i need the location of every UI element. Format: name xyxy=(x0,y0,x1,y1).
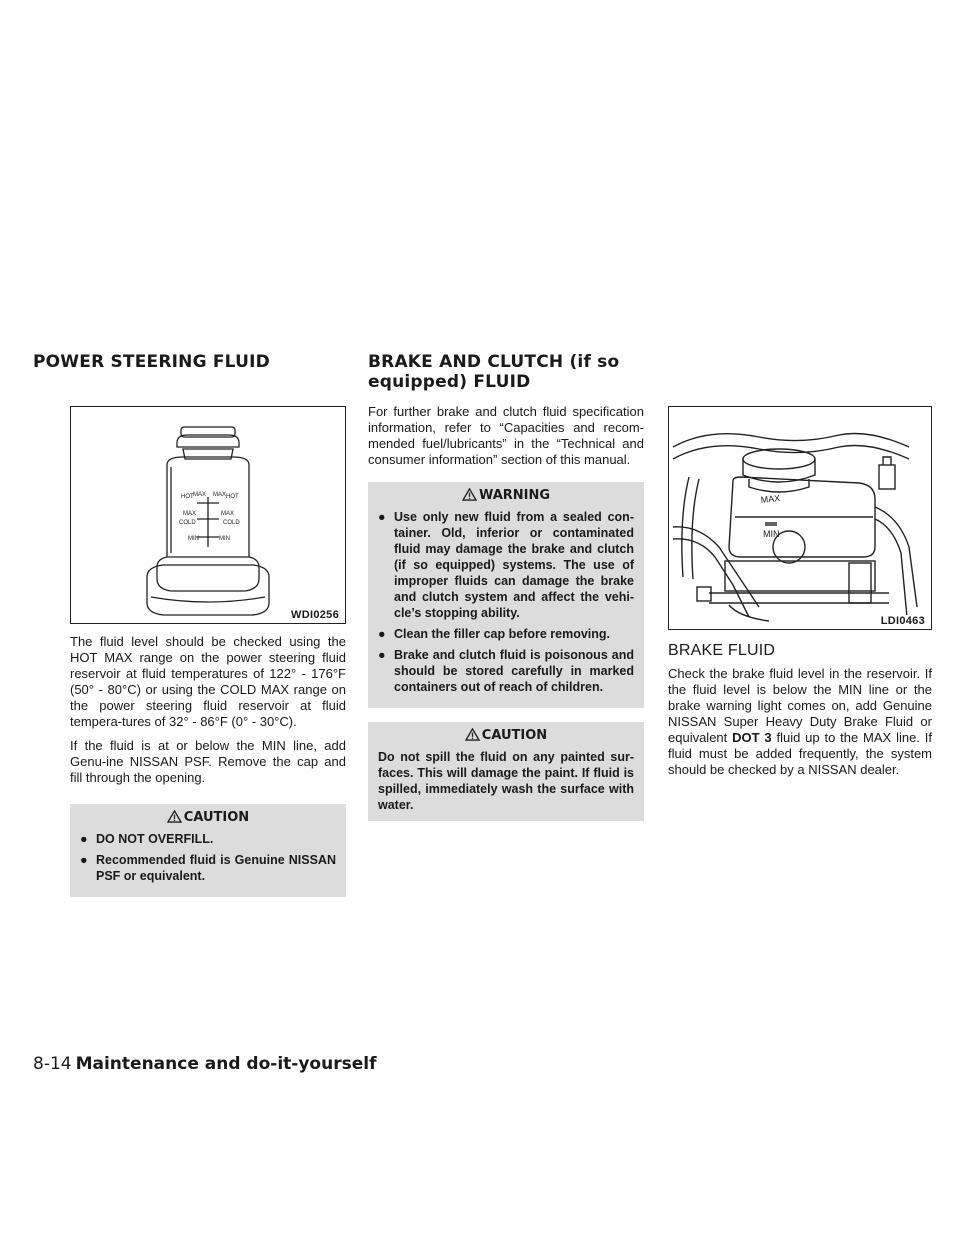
caution-box-brake-clutch xyxy=(368,722,644,821)
label-min: MIN xyxy=(763,529,780,539)
figure-brake-fluid-reservoir xyxy=(668,406,932,630)
label-hot-right: HOT xyxy=(226,494,239,500)
column-brake-clutch xyxy=(368,404,644,831)
caution-title: CAUTION xyxy=(481,728,548,743)
paragraph-add-fluid: If the fluid is at or below the MIN line, add Genu-ine NISSAN PSF. Remove the cap and fill through the opening. xyxy=(70,738,346,785)
figure-power-steering-reservoir xyxy=(70,406,346,624)
warning-box-brake-clutch xyxy=(368,482,644,708)
caution-box-power-steering xyxy=(70,804,346,897)
figure-code: LDI0463 xyxy=(880,615,925,627)
brake-fluid-reservoir-illustration xyxy=(669,407,931,629)
label-min-left: MIN xyxy=(188,536,199,542)
column-power-steering xyxy=(70,406,346,907)
label-max-right: MAX xyxy=(221,511,235,517)
label-cold-left: COLD xyxy=(179,520,196,526)
warning-title: WARNING xyxy=(478,488,551,503)
caution-heading xyxy=(378,728,634,743)
label-hot-left: HOT xyxy=(181,494,194,500)
label-max-left: MAX xyxy=(183,511,197,517)
page-number: 8-14 xyxy=(33,1054,72,1074)
caution-text: Do not spill the fluid on any painted sur-faces. This will damage the paint. If fluid is spilled, immediately wash the surface with water. xyxy=(378,750,634,812)
caution-list xyxy=(80,831,336,884)
caution-title: CAUTION xyxy=(183,810,250,825)
subheading-brake-fluid: BRAKE FLUID xyxy=(668,642,776,659)
warning-triangle-icon xyxy=(167,810,182,823)
list-item: ● Clean the filler cap before removing. xyxy=(378,627,611,641)
label-max-right-top: MAX xyxy=(213,492,227,498)
heading-brake-clutch-fluid: BRAKE AND CLUTCH (if so equipped) FLUID xyxy=(368,352,620,392)
figure-code: WDI0256 xyxy=(291,609,339,621)
list-item: ● Use only new fluid from a sealed con-tainer. Old, inferior or contaminated fluid may damage the brake and clutch (if so equipped) systems. The use of improper fluids can damage the brake and clutch system and affect the vehi-cle’s stopping ability. xyxy=(378,510,634,620)
list-item: ● Brake and clutch fluid is poisonous and should be stored carefully in marked containers out of reach of children. xyxy=(378,648,634,694)
caution-heading xyxy=(80,810,336,825)
section-title: Maintenance and do-it-yourself xyxy=(75,1054,377,1074)
list-item: ● DO NOT OVERFILL. xyxy=(80,832,214,846)
label-min-right: MIN xyxy=(219,536,230,542)
warning-triangle-icon xyxy=(462,488,477,501)
label-max-left-top: MAX xyxy=(193,492,207,498)
label-cold-right: COLD xyxy=(223,520,240,526)
dot-3-spec: DOT 3 xyxy=(732,730,772,745)
heading-power-steering-fluid: POWER STEERING FLUID xyxy=(33,352,270,372)
list-item: ● Recommended fluid is Genuine NISSAN PSF or equivalent. xyxy=(80,853,336,883)
column-brake-fluid xyxy=(668,406,932,786)
paragraph-fluid-level-check: The fluid level should be checked using the HOT MAX range on the power steering fluid reservoir at fluid temperatures of 122° - 176°F (50° - 80°C) or using the COLD MAX range on the power steering fluid reservoir at fluid tempera-tures of 32° - 86°F (0° - 30°C). xyxy=(70,634,346,729)
power-steering-reservoir-illustration xyxy=(71,407,345,623)
warning-heading xyxy=(378,488,634,503)
paragraph-brake-clutch-spec: For further brake and clutch fluid specification information, refer to “Capacities and recom-mended fuel/lubricants” in the “Technical and consumer information” section of this manual. xyxy=(368,404,644,467)
paragraph-brake-fluid-level: Check the brake fluid level in the reservoir. If the fluid level is below the MIN line or the brake warning light comes on, add Genuine NISSAN Super Heavy Duty Brake Fluid or equivalent DOT 3 fluid up to the MAX line. If fluid must be added frequently, the system should be checked by a NISSAN dealer. xyxy=(668,666,932,777)
page-footer xyxy=(33,1054,376,1074)
warning-list xyxy=(378,509,634,695)
warning-triangle-icon xyxy=(465,728,480,741)
label-max: MAX xyxy=(760,493,781,505)
